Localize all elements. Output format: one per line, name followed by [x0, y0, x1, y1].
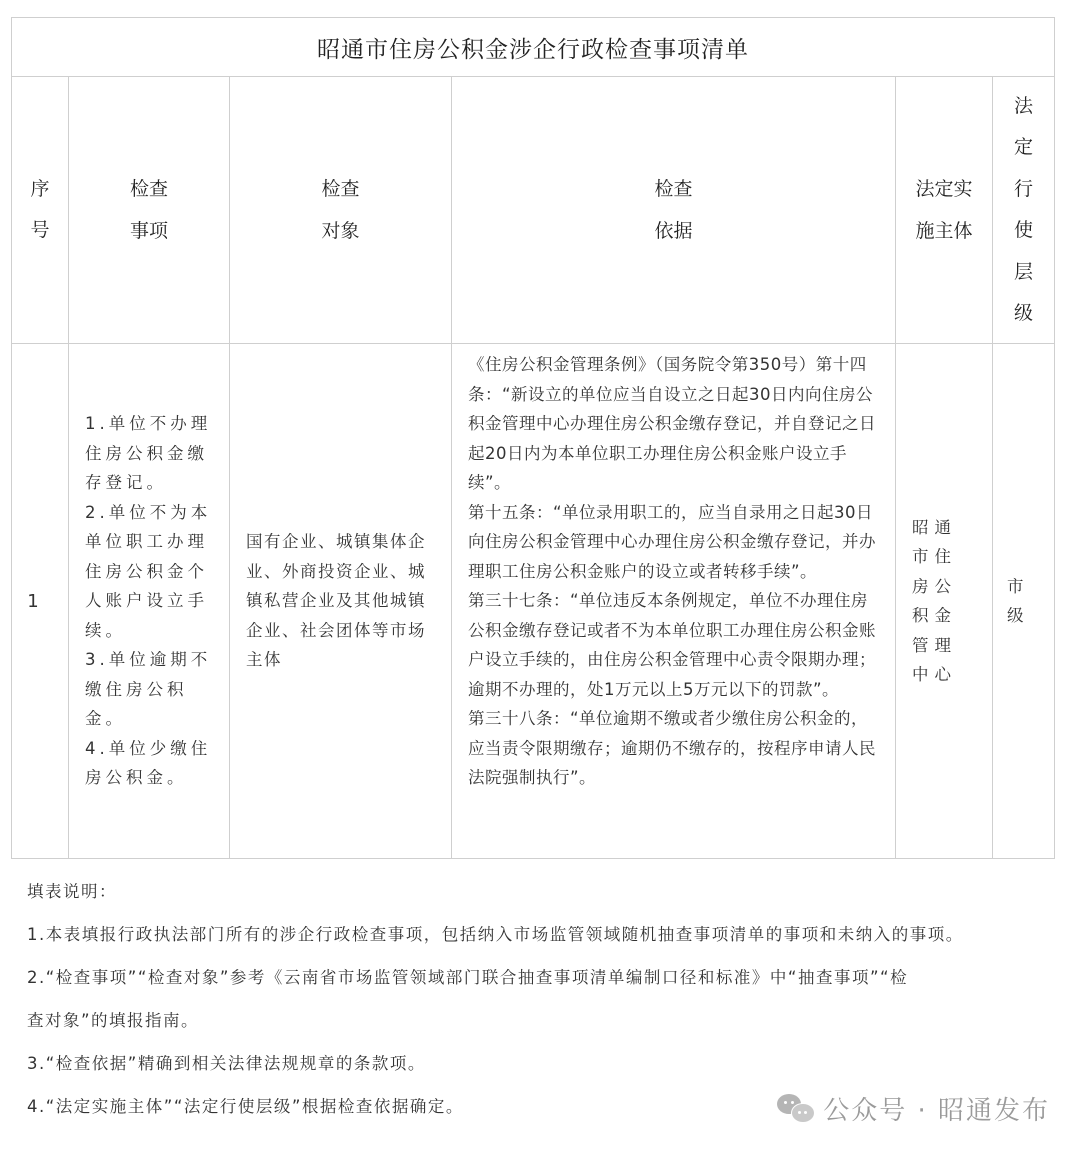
- inspection-list-table: [11, 17, 1055, 859]
- row-items: [69, 344, 230, 859]
- row-subject: 昭通市住房公积金管理中心: [896, 344, 993, 859]
- header-items: 检查 事项: [69, 77, 230, 344]
- basis-paragraph: 《住房公积金管理条例》（国务院令第350号）第十四条：“新设立的单位应当自设立之日起30日内向住房公积金管理中心办理住房公积金缴存登记，并自登记之日起20日内为本单位职工办理住房公积金账户设立手续”。: [468, 355, 876, 492]
- notes-line: 4.“法定实施主体”“法定行使层级”根据检查依据确定。: [27, 1097, 464, 1116]
- header-no: 序号: [12, 77, 69, 344]
- row-target: 国有企业、城镇集体企业、外商投资企业、城镇私营企业及其他城镇企业、社会团体等市场主体: [230, 344, 452, 859]
- row-number: 1: [12, 344, 69, 859]
- list-item: 3.单位逾期不缴住房公积金。: [85, 650, 212, 729]
- notes-line: 1.本表填报行政执法部门所有的涉企行政检查事项，包括纳入市场监管领域随机抽查事项清单的事项和未纳入的事项。: [27, 925, 964, 944]
- header-target: 检查 对象: [230, 77, 452, 344]
- list-item: 1.单位不办理住房公积金缴存登记。: [85, 414, 212, 493]
- notes-line: 3.“检查依据”精确到相关法律法规规章的条款项。: [27, 1054, 426, 1073]
- row-level: 市级: [993, 344, 1055, 859]
- basis-paragraph: 第十五条：“单位录用职工的，应当自录用之日起30日向住房公积金管理中心办理住房公积金缴存登记，并办理职工住房公积金账户的设立或者转移手续”。: [468, 502, 876, 581]
- notes-line: 查对象”的填报指南。: [27, 1011, 200, 1030]
- row-basis: [452, 344, 896, 859]
- list-item: 2.单位不为本单位职工办理住房公积金个人账户设立手续。: [85, 502, 212, 640]
- notes-heading: 填表说明：: [27, 882, 117, 901]
- notes-line: 2.“检查事项”“检查对象”参考《云南省市场监管领域部门联合抽查事项清单编制口径和标准》中“抽查事项”“检: [27, 968, 909, 987]
- header-level: 法定行使层级: [993, 77, 1055, 344]
- watermark: [777, 1088, 1050, 1128]
- wechat-icon: [777, 1094, 815, 1122]
- header-basis: 检查 依据: [452, 77, 896, 344]
- table-row: [12, 344, 1055, 859]
- basis-paragraph: 第三十七条：“单位违反本条例规定，单位不办理住房公积金缴存登记或者不为本单位职工办理住房公积金账户设立手续的，由住房公积金管理中心责令限期办理；逾期不办理的，处1万元以上5万元以下的罚款”。: [468, 591, 876, 699]
- basis-paragraph: 第三十八条：“单位逾期不缴或者少缴住房公积金的，应当责令限期缴存；逾期仍不缴存的，按程序申请人民法院强制执行”。: [468, 709, 876, 787]
- table-title: 昭通市住房公积金涉企行政检查事项清单: [12, 18, 1055, 77]
- list-item: 4.单位少缴住房公积金。: [85, 738, 212, 788]
- watermark-text: 公众号 · 昭通发布: [823, 1095, 1050, 1126]
- header-subject: 法定实施主体: [896, 77, 993, 344]
